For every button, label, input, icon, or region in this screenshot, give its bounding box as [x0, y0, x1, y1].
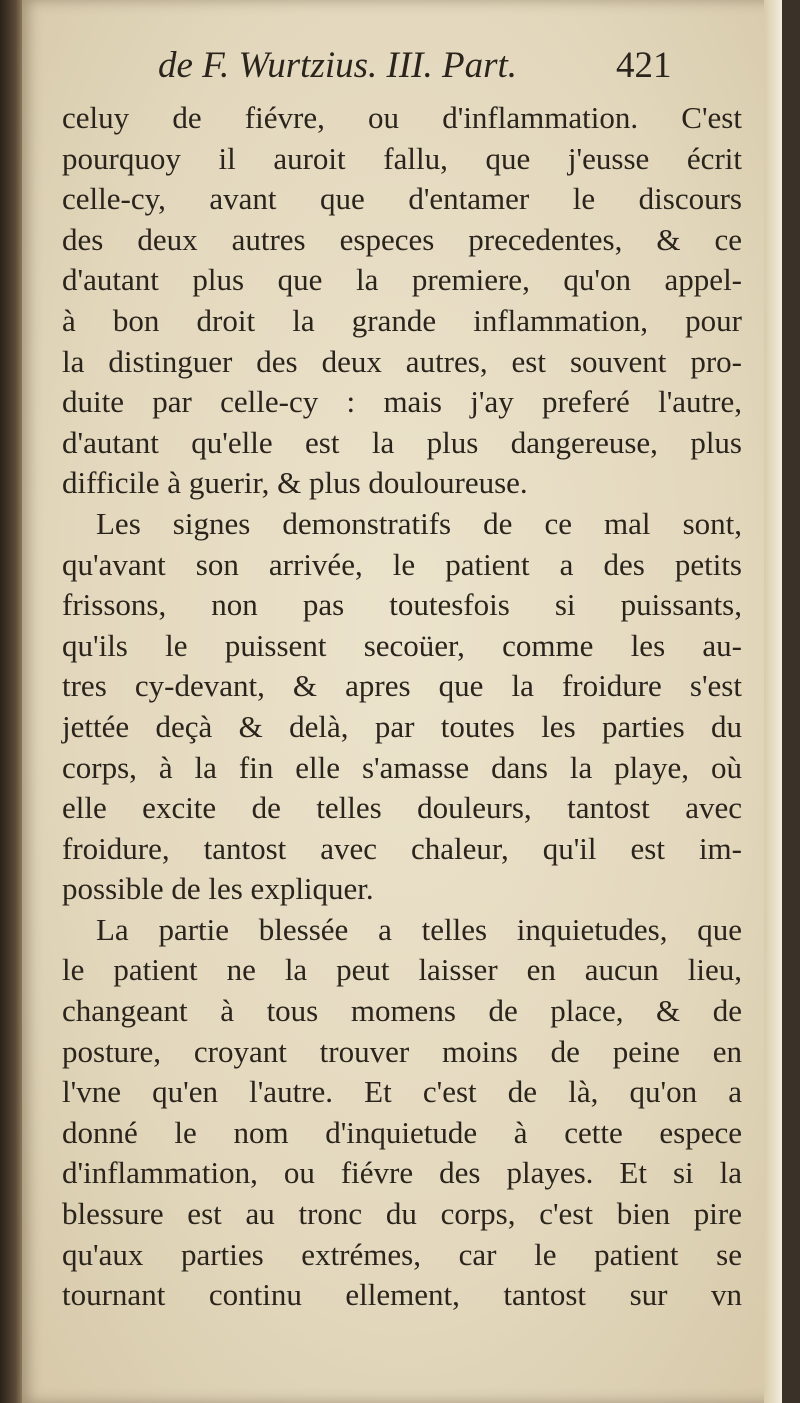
text-line: changeant à tous momens de place, & de — [62, 993, 742, 1029]
text-line: qu'avant son arrivée, le patient a des petits — [62, 546, 742, 582]
text-line: tres cy-devant, & apres que la froidure s'est — [62, 668, 742, 704]
page-text — [62, 98, 742, 1316]
text-line: possible de les expliquer. — [62, 871, 374, 907]
text-line: La partie blessée a telles inquietudes, que — [96, 911, 742, 947]
text-line: duite par celle-cy : mais j'ay preferé l'autre, — [62, 384, 742, 420]
text-line: la distinguer des deux autres, est souvent pro- — [62, 343, 742, 379]
text-line: donné le nom d'inquietude à cette espece — [62, 1114, 742, 1150]
text-line: celuy de fiévre, ou d'inflammation. C'est — [62, 100, 742, 135]
text-line: blessure est au tronc du corps, c'est bien pire — [62, 1196, 742, 1232]
text-line: qu'aux parties extrémes, car le patient se — [62, 1236, 742, 1272]
running-header — [158, 44, 748, 94]
text-line: d'autant qu'elle est la plus dangereuse, plus — [62, 424, 742, 460]
text-line: froidure, tantost avec chaleur, qu'il est im- — [62, 830, 742, 866]
text-line: tournant continu ellement, tantost sur vn — [62, 1277, 742, 1313]
text-line: qu'ils le puissent secoüer, comme les au- — [62, 627, 742, 663]
text-line: elle excite de telles douleurs, tantost avec — [62, 790, 742, 826]
text-line: pourquoy il auroit fallu, que j'eusse écrit — [62, 140, 742, 176]
text-line: celle-cy, avant que d'entamer le discours — [62, 181, 742, 217]
page-number: 421 — [616, 45, 672, 86]
book-gutter — [0, 0, 22, 1403]
page-edge — [764, 0, 782, 1403]
text-line: des deux autres especes precedentes, & ce — [62, 221, 742, 257]
text-line: Les signes demonstratifs de ce mal sont, — [96, 505, 742, 541]
text-line: difficile à guerir, & plus douloureuse. — [62, 465, 528, 501]
text-line: jettée deçà & delà, par toutes les parties du — [62, 708, 742, 744]
text-line: d'autant plus que la premiere, qu'on appel- — [62, 262, 742, 298]
text-line: le patient ne la peut laisser en aucun lieu, — [62, 952, 742, 988]
text-line: à bon droit la grande inflammation, pour — [62, 302, 742, 338]
text-line: d'inflammation, ou fiévre des playes. Et si la — [62, 1155, 742, 1191]
text-line: posture, croyant trouver moins de peine en — [62, 1033, 742, 1069]
running-title: de F. Wurtzius. III. Part. — [158, 45, 518, 86]
text-line: frissons, non pas toutesfois si puissants, — [62, 587, 742, 623]
text-line: l'vne qu'en l'autre. Et c'est de là, qu'on a — [62, 1074, 742, 1110]
text-line: corps, à la fin elle s'amasse dans la playe, où — [62, 749, 742, 785]
